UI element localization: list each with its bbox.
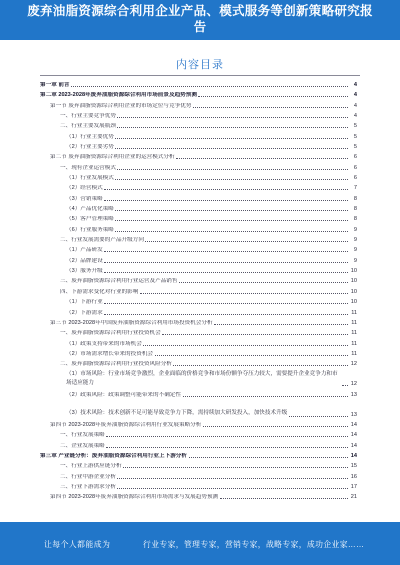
toc-leader-dots [342,385,348,386]
toc-entry[interactable] [40,480,357,490]
toc-leader-dots [71,86,347,87]
toc-leader-dots [193,107,348,108]
toc-entry[interactable] [40,88,357,98]
toc-entry-page: 9 [353,237,357,244]
toc-leader-dots [115,179,347,180]
toc-entry-title: （1）市场风险：行业市场竞争激烈，企业面临的价格竞争和市场份额争夺压力较大，需要提升企业竞争力和市场适应能力 [66,371,338,386]
toc-entry-title: 第三节 2023-2028年中国废弃油脂资源综合利用市场投资机会分析 [50,319,213,326]
toc-entry[interactable] [40,368,357,388]
toc-leader-dots [104,262,347,263]
toc-entry-title: （3）营销策略 [66,195,103,202]
toc-entry-page: 14 [350,442,357,449]
toc-entry[interactable] [40,316,357,326]
toc-entry[interactable] [40,171,357,181]
toc-leader-dots [106,436,347,437]
toc-leader-dots [176,158,347,159]
toc-entry-title: （2）经营模式 [66,185,103,192]
toc-leader-dots [104,303,347,304]
toc-entry[interactable] [40,347,357,357]
toc-leader-dots [104,200,347,201]
toc-entry[interactable] [40,459,357,469]
toc-entry[interactable] [40,439,357,449]
toc-leader-dots [104,272,347,273]
toc-entry[interactable] [40,233,357,243]
toc-entry-page: 9 [353,226,357,233]
toc-entry-page: 11 [351,309,357,316]
table-of-contents [40,78,357,501]
toc-entry[interactable] [40,337,357,347]
toc-entry-page: 8 [353,206,357,213]
toc-leader-dots [117,488,347,489]
toc-entry-title: （1）行业主要优势 [66,133,114,140]
toc-entry-title: 二、企业发展策略 [60,442,105,449]
toc-entry-page: 10 [350,288,357,295]
toc-leader-dots [117,169,347,170]
toc-leader-dots [203,426,348,427]
toc-entry-title: （2）政策风险：政策调整可能带来的不确定性 [66,391,181,398]
toc-entry[interactable] [40,470,357,480]
toc-entry-title: 二、行业发展需要的产品升级方向 [60,237,144,244]
toc-leader-dots [115,148,347,149]
toc-entry-title: （2）下游需求 [66,309,103,316]
toc-entry-title: 第一章 前言 [40,81,70,88]
toc-leader-dots [155,355,348,356]
toc-entry[interactable] [40,212,357,222]
toc-leader-dots [115,138,347,139]
toc-entry[interactable] [40,254,357,264]
toc-leader-dots [140,293,348,294]
toc-leader-dots [214,324,347,325]
toc-entry-page: 14 [350,432,357,439]
toc-entry-page: 15 [350,463,357,470]
toc-entry-title: （2）行业主要劣势 [66,144,114,150]
toc-entry-page: 4 [353,112,357,119]
toc-leader-dots [106,447,347,448]
header-banner [0,0,400,40]
toc-entry-page: 17 [350,483,357,490]
toc-entry-page: 10 [350,268,357,275]
toc-entry-title: （6）行业服务策略 [66,226,114,233]
toc-entry-page: 21 [350,494,357,501]
toc-entry-title: （1）行业发展模式 [66,175,114,182]
toc-leader-dots [117,127,347,128]
toc-entry-page: 13 [350,391,357,398]
toc-entry-page: 6 [353,175,357,182]
toc-entry[interactable] [40,130,357,140]
toc-leader-dots [173,365,347,366]
toc-leader-dots [162,334,347,335]
toc-entry[interactable] [40,140,357,150]
toc-entry-page: 5 [353,144,357,150]
toc-entry-title: 第二章 2023-2028年废弃油脂资源综合利用市场前景及趋势预测 [40,92,197,99]
toc-leader-dots [145,241,347,242]
toc-leader-dots [117,478,347,479]
toc-entry-page: 4 [353,92,357,99]
toc-entry-page: 6 [353,154,357,161]
toc-entry-page: 10 [350,278,357,285]
toc-entry[interactable] [40,398,357,418]
toc-entry-page: 14 [350,452,357,459]
toc-entry-page: 12 [350,381,357,388]
toc-entry-title: 一、行业主要竞争优势 [60,112,116,119]
toc-entry-page: 11 [351,319,357,326]
toc-entry[interactable] [40,295,357,305]
toc-entry[interactable] [40,490,357,500]
toc-entry[interactable] [40,150,357,160]
toc-entry[interactable] [40,181,357,191]
toc-entry[interactable] [40,275,357,285]
toc-entry[interactable] [40,192,357,202]
toc-entry-title: （2）品牌建设 [66,257,103,264]
toc-entry-title: 第一节 废弃油脂资源综合利用企业的市场定位与竞争优势 [50,102,192,109]
toc-entry[interactable] [40,202,357,212]
toc-entry[interactable] [40,418,357,428]
toc-entry-page: 5 [353,133,357,140]
toc-entry-title: 三、行业下游需求分析 [60,483,116,490]
toc-entry[interactable] [40,78,357,88]
toc-entry-title: （1）下游行业 [66,299,103,306]
toc-entry-title: 二、行业主要发展瓶颈 [60,123,116,130]
toc-entry-page: 11 [351,350,357,357]
toc-entry-title: 第四节 2023-2028年废弃油脂资源综合利用市场需求与发展趋势预测 [50,494,219,501]
toc-leader-dots [115,220,347,221]
toc-entry-title: 二、行业中游企业分析 [60,473,116,480]
toc-leader-dots [117,117,347,118]
toc-leader-dots [104,189,347,190]
toc-entry-page: 9 [353,257,357,264]
toc-entry-page: 10 [350,299,357,306]
toc-leader-dots [289,416,348,417]
toc-entry-title: （1）产品研发 [66,247,103,254]
toc-heading: 内容目录 [176,59,224,71]
toc-entry-page: 7 [353,185,357,192]
toc-entry-title: 二、废弃油脂资源综合利用行业投资风险分析 [60,361,172,368]
toc-entry[interactable] [40,99,357,109]
toc-entry[interactable] [40,223,357,233]
toc-entry-page: 11 [351,330,357,337]
toc-entry-page: 5 [353,123,357,130]
footer-banner [0,522,400,565]
footer-slogan: 让每个人都能成为 [44,540,111,549]
toc-entry[interactable] [40,119,357,129]
toc-entry[interactable] [40,428,357,438]
toc-entry-title: 第二节 废弃油脂资源综合利用企业的运营模式分析 [50,154,175,161]
footer-roles: 行业专家，管理专家，营销专家，战略专家，成功企业家…… [143,540,365,549]
toc-entry-title: （1）政策支持带来的市场机会 [66,340,142,347]
toc-entry[interactable] [40,306,357,316]
toc-entry-page: 9 [353,247,357,254]
toc-entry[interactable] [40,285,357,295]
toc-entry[interactable] [40,109,357,119]
toc-entry-title: 一、行业发展策略 [60,432,105,439]
toc-entry-title: 第三章 产业链分析：废弃油脂资源综合利用行业上下游分析 [40,452,187,459]
toc-entry-title: （2）市场需求增长带来的投资机会 [66,350,154,357]
toc-leader-dots [189,457,348,458]
toc-entry[interactable] [40,264,357,274]
toc-entry[interactable] [40,388,357,398]
toc-entry-page: 11 [351,340,357,347]
toc-entry-title: 一、废弃油脂资源综合利用行业投资机会 [60,330,161,337]
toc-entry-title: 四、下游需求变化对行业的影响 [60,288,139,295]
toc-entry[interactable] [40,449,357,459]
toc-leader-dots [220,498,348,499]
toc-entry[interactable] [40,244,357,254]
toc-leader-dots [198,96,347,97]
toc-leader-dots [104,314,347,315]
toc-entry-page: 4 [353,102,357,109]
toc-entry-page: 6 [353,164,357,171]
toc-entry[interactable] [40,357,357,367]
report-title: 废弃油脂资源综合利用企业产品、模式服务等创新策略研究报告 [27,4,373,34]
toc-entry-page: 14 [350,421,357,428]
toc-entry-title: 一、行业上游供应链分析 [60,463,122,470]
toc-leader-dots [183,396,348,397]
toc-entry-title: 第四节 2023-2028年废弃油脂资源综合利用行业发展策略分析 [50,421,202,428]
toc-entry-page: 16 [350,473,357,480]
toc-leader-dots [115,231,347,232]
toc-entry-title: （4）产品优化策略 [66,206,114,213]
toc-leader-dots [104,251,347,252]
toc-entry[interactable] [40,326,357,336]
toc-entry-title: （5）客户管理策略 [66,216,114,223]
toc-entry-page: 12 [350,361,357,368]
toc-leader-dots [143,345,347,346]
toc-entry-page: 13 [350,411,357,418]
toc-entry-title: （3）服务升级 [66,268,103,275]
toc-divider [40,75,360,76]
toc-entry-title: 三、废弃油脂资源综合利用行业运营及产品销售 [60,278,178,285]
toc-entry-title: 一、现有企业运营模式 [60,164,116,171]
toc-leader-dots [123,467,347,468]
toc-entry-page: 4 [353,81,357,88]
toc-entry-title: （3）技术风险：技术创新不足可能导致竞争力下降，需持续加大研发投入，加快技术升级 [66,410,288,417]
toc-entry-page: 8 [353,195,357,202]
toc-entry-page: 8 [353,216,357,223]
toc-leader-dots [115,210,347,211]
toc-entry[interactable] [40,161,357,171]
toc-leader-dots [179,282,348,283]
